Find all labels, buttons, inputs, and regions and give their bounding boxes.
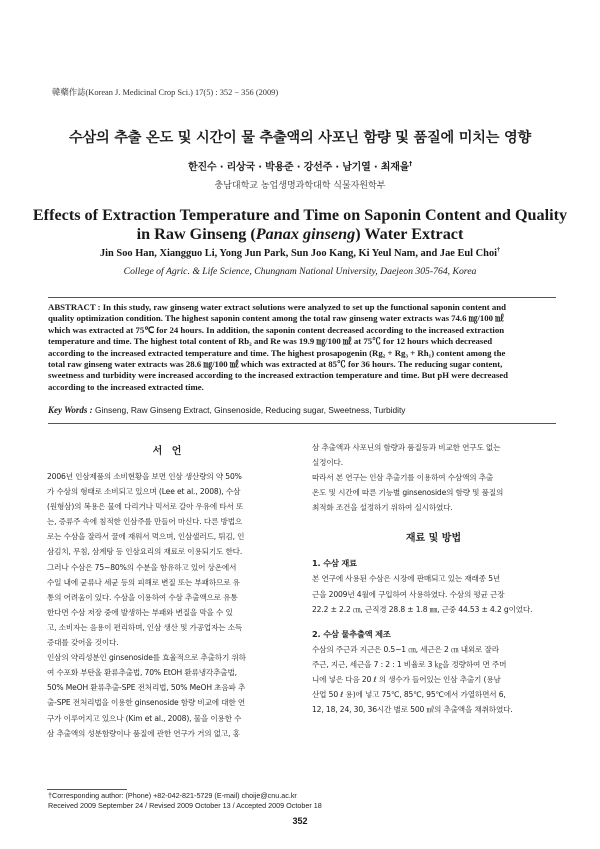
subsection-heading: 2. 수삼 물추출액 제조	[312, 628, 391, 639]
paragraph-line: 온도 및 시간에 따른 기능별 ginsenoside의 함량 및 품질의	[312, 488, 504, 498]
abstract-line: sweetness and turbidity were increased according to the increased extraction temperature and time. But pH were decreased	[48, 370, 509, 381]
keywords-label: Key Words :	[48, 405, 93, 415]
paragraph-line: 출-SPE 전처리법을 이용한 ginsenoside 함량 비교에 대한 연	[47, 698, 246, 708]
corresponding-mark: †	[497, 247, 501, 254]
title-part: ) Water Extract	[355, 225, 464, 243]
section-heading-methods: 재료 및 방법	[405, 533, 462, 545]
paragraph-line: 로는 수삼을 잘라서 꿀에 재워서 먹으며, 인삼샐러드, 튀김, 인	[47, 532, 245, 542]
page-number: 352	[292, 816, 308, 826]
english-title	[30, 206, 570, 244]
paragraph-line: 수일 내에 균류나 세균 등의 피해로 변질 또는 부패하므로 유	[47, 577, 240, 587]
subsection-heading: 1. 수삼 재료	[312, 558, 357, 569]
footnote-rule	[47, 789, 127, 790]
paragraph-line: 따라서 본 연구는 인삼 추출기를 이용하여 수삼액의 추출	[312, 473, 494, 483]
abstract	[48, 302, 556, 393]
received-dates: Received 2009 September 24 / Revised 2009 October 13 / Accepted 2009 October 18	[48, 801, 322, 810]
english-affiliation: College of Agric. & Life Science, Chungnam National University, Daejeon 305-764, Korea	[123, 266, 477, 277]
paragraph-line: 12, 18, 24, 30, 36시간 별로 500 ㎖의 추출액을 채취하였다.	[312, 705, 513, 715]
abstract-bottom-rule	[48, 423, 556, 424]
paragraph-line: 실정이다.	[312, 458, 344, 468]
english-title-line-2	[30, 225, 570, 244]
keywords-list: Ginseng, Raw Ginseng Extract, Ginsenoside, Reducing sugar, Sweetness, Turbidity	[95, 405, 406, 415]
paragraph-line: 고, 소비자는 음용이 편리하며, 인삼 생산 및 가공업자는 소득	[47, 622, 243, 632]
english-title-line-1: Effects of Extraction Temperature and Time on Saponin Content and Quality	[32, 206, 568, 224]
paragraph-line: 22.2 ± 2.2 ㎝, 근직경 28.8 ± 1.8 ㎜, 근중 44.53 ± 4.2 g이었다.	[312, 604, 533, 614]
keywords	[48, 405, 556, 416]
left-column	[47, 440, 290, 741]
paragraph-line: 수삼의 주근과 지근은 0.5~1 ㎝, 세근은 2 ㎝ 내외로 잘라	[312, 644, 499, 654]
abstract-line: quality optimization condition. The highest saponin content among the total raw ginseng water extracts was 74.6 ㎎/100 ㎖	[48, 313, 504, 324]
paragraph-line: 2006년 인삼제품의 소비현황을 보면 인삼 생산량의 약 50%	[47, 472, 242, 481]
paragraph-line: 통의 어려움이 있다. 수삼을 이용하여 수삼 추출액으로 유통	[47, 592, 238, 602]
paragraph-line: 증대를 갖어올 것이다.	[47, 638, 119, 648]
korean-authors	[0, 158, 600, 173]
paragraph-line: 주근, 지근, 세근을 7 : 2 : 1 비율로 3 ㎏을 정량하여 면 주머	[312, 659, 507, 669]
paragraph-line: 그러나 수삼은 75~80%의 수분을 함유하고 있어 상온에서	[47, 562, 237, 572]
spacer	[312, 515, 555, 527]
paragraph-line: 삼 추출액의 성분함량이나 품질에 관한 연구가 거의 없고, 홍	[47, 728, 240, 738]
paragraph-line: 최적화 조건을 설정하기 위하여 실시하였다.	[312, 503, 453, 513]
abstract-line: temperature and time. The highest total content of Rb₂ and Re was 19.9 ㎎/100 ㎖ at 75℃ for 12 hours which decreased	[48, 336, 493, 347]
journal-citation: 韓藥作誌(Korean J. Medicinal Crop Sci.) 17(5) : 352 − 356 (2009)	[52, 88, 279, 97]
paragraph-line: 한다면 수삼 저장 중에 발생하는 부패와 변질을 막을 수 있	[47, 607, 233, 617]
paragraph-line: 삼 추출액과 사포닌의 함량과 품질등과 비교한 연구도 없는	[312, 443, 501, 452]
paragraph-line: 삼김치, 무침, 삼계탕 등 인삼요리의 재료로 이용되기도 한다.	[47, 547, 243, 557]
footnote	[48, 791, 322, 811]
abstract-top-rule	[48, 297, 556, 298]
corresponding-author-note: †Corresponding author: (Phone) +82-042-821-5729 (E-mail) choije@cnu.ac.kr	[48, 791, 297, 800]
section-heading-introduction: 서 언	[152, 446, 185, 457]
paragraph-line: 본 연구에 사용된 수삼은 시장에 판매되고 있는 재래종 5년	[312, 574, 501, 584]
english-authors	[0, 248, 600, 259]
abstract-line: ABSTRACT : In this study, raw ginseng water extract solutions were analyzed to set up the functional saponin content and	[48, 302, 506, 312]
korean-author-names: 한진수 · 리상국 · 박용준 · 강선주 · 남기열 · 최재을	[188, 162, 410, 173]
paragraph-line: 50% MeOH 환류추출-SPE 전처리법, 50% MeOH 초음파 추	[47, 683, 246, 693]
paragraph-line: 가 수삼의 형태로 소비되고 있으며 (Lee et al., 2008), 수삼	[47, 487, 241, 497]
spacer	[312, 617, 555, 623]
right-column	[312, 440, 555, 717]
korean-affiliation: 충남대학교 농업생명과학대학 식물자원학부	[214, 181, 386, 191]
paragraph-line: 는, 증류주 속에 침적한 인삼주를 만들어 마신다. 다른 방법으	[47, 517, 243, 527]
corresponding-mark: †	[409, 160, 412, 168]
species-name: Panax ginseng	[255, 225, 356, 243]
paragraph-line: 구가 이루어지고 있으나 (Kim et al., 2008), 물을 이용한 수	[47, 713, 242, 723]
paragraph-line: 산업 50 ℓ 용)에 넣고 75℃, 85℃, 95℃에서 가열하면서 6,	[312, 690, 506, 700]
paragraph-line: 근을 2009년 4월에 구입하여 사용하였다. 수삼의 평균 근장	[312, 589, 505, 599]
abstract-line: total raw ginseng water extracts was 28.6 ㎎/100 ㎖ which was extracted at 85℃ for 36 hours. The reducing sugar content,	[48, 359, 503, 370]
english-author-names: Jin Soo Han, Xiangguo Li, Yong Jun Park, Sun Joo Kang, Ki Yeul Nam, and Jae Eul Choi	[99, 248, 498, 259]
abstract-line: which was extracted at 75℃ for 24 hours. In addition, the saponin content decreased according to the increased extraction	[48, 324, 505, 335]
paragraph-line: 니에 넣은 다음 20 ℓ 의 생수가 들어있는 인삼 추출기 (용남	[312, 674, 501, 684]
paragraph-line: 인삼의 약리성분인 ginsenoside를 효율적으로 추출하기 위하	[47, 653, 246, 663]
abstract-line: according to the increased extracted temperature and time. The highest prosapogenin (Rg₂ + Rg₃ + Rh₁) content among the	[48, 347, 506, 358]
abstract-line: according to the increased extracted time.	[48, 381, 204, 392]
title-part: in Raw Ginseng (	[136, 225, 256, 243]
paragraph-line: (원형삼)의 복용은 물에 다리거나 믹서로 갈아 우유에 타서 또	[47, 502, 244, 512]
korean-title: 수삼의 추출 온도 및 시간이 물 추출액의 사포닌 함량 및 품질에 미치는 영향	[68, 130, 532, 146]
paragraph-line: 여 수포화 부탄올 환류추출법, 70% EtOH 환류냉각추출법,	[47, 668, 237, 678]
